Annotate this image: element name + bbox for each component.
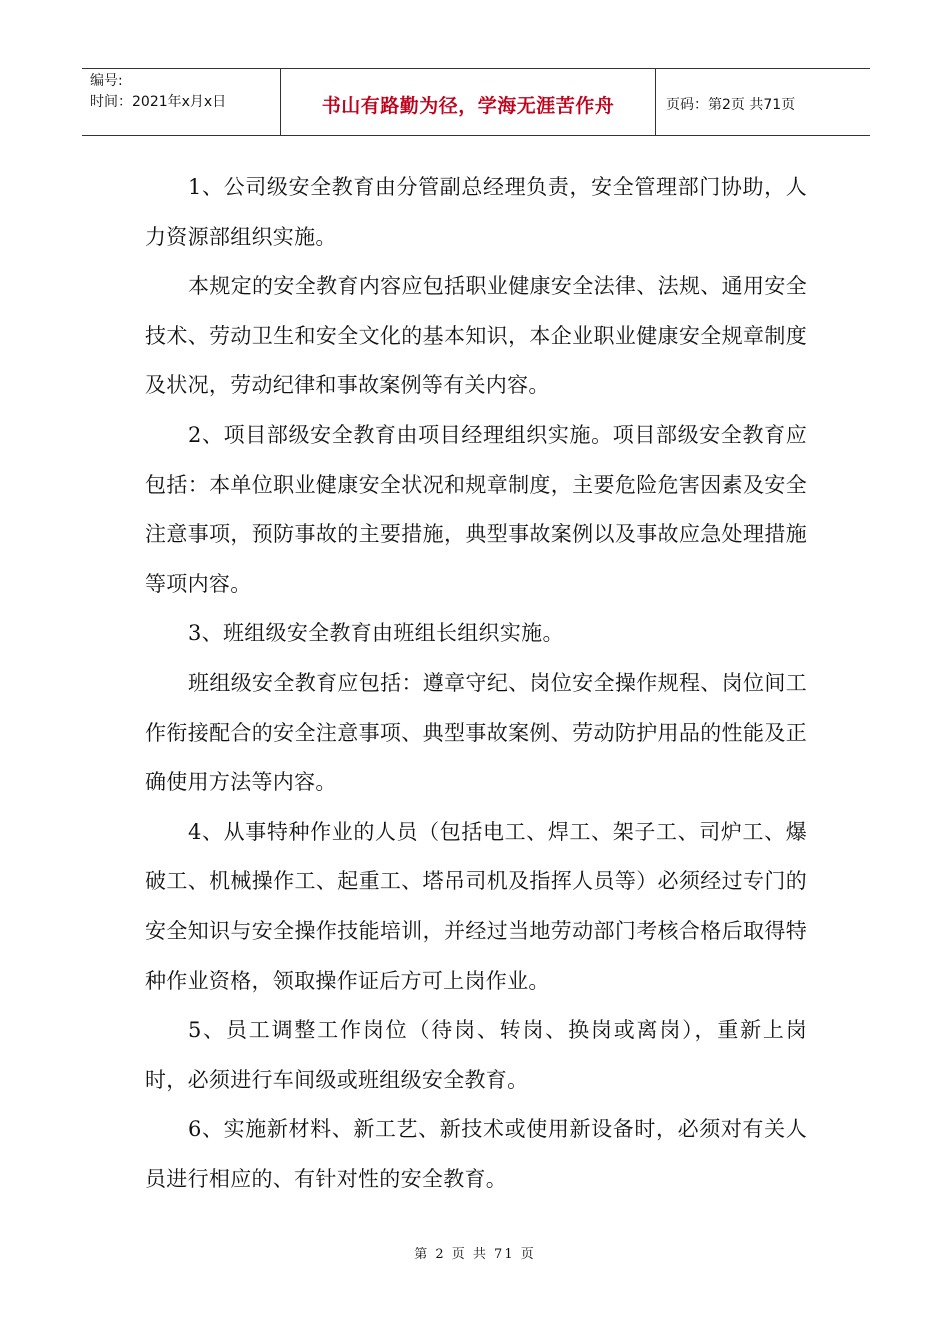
page-header bbox=[82, 68, 870, 136]
document-number-label: 编号: bbox=[90, 73, 123, 89]
document-date: 时间：2021年x月x日 bbox=[90, 94, 227, 110]
paragraph-3: 2、项目部级安全教育由项目经理组织实施。项目部级安全教育应包括：本单位职业健康安全状况和规章制度，主要危险危害因素及安全注意事项，预防事故的主要措施，典型事故案例以及事故应急处理措施等项内容。 bbox=[145, 422, 807, 596]
header-page-cell bbox=[656, 69, 870, 135]
paragraph-4: 3、班组级安全教育由班组长组织实施。 bbox=[188, 621, 564, 646]
paragraph-7: 5、员工调整工作岗位（待岗、转岗、换岗或离岗），重新上岗时，必须进行车间级或班组级安全教育。 bbox=[145, 1018, 807, 1092]
header-motto-cell bbox=[281, 69, 656, 135]
document-body bbox=[145, 163, 807, 1204]
paragraph-6: 4、从事特种作业的人员（包括电工、焊工、架子工、司炉工、爆破工、机械操作工、起重工、塔吊司机及指挥人员等）必须经过专门的安全知识与安全操作技能培训，并经过当地劳动部门考核合格后取得特种作业资格，领取操作证后方可上岗作业。 bbox=[145, 819, 807, 993]
paragraph-1: 1、公司级安全教育由分管副总经理负责，安全管理部门协助，人力资源部组织实施。 bbox=[145, 175, 807, 249]
paragraph-5: 班组级安全教育应包括：遵章守纪、岗位安全操作规程、岗位间工作衔接配合的安全注意事项、典型事故案例、劳动防护用品的性能及正确使用方法等内容。 bbox=[145, 670, 807, 795]
paragraph-8: 6、实施新材料、新工艺、新技术或使用新设备时，必须对有关人员进行相应的、有针对性的安全教育。 bbox=[145, 1117, 807, 1191]
header-motto: 书山有路勤为径，学海无涯苦作舟 bbox=[321, 94, 615, 117]
paragraph-2: 本规定的安全教育内容应包括职业健康安全法律、法规、通用安全技术、劳动卫生和安全文化的基本知识，本企业职业健康安全规章制度及状况，劳动纪律和事故案例等有关内容。 bbox=[145, 274, 807, 398]
page-footer: 第 2 页 共 71 页 bbox=[414, 1247, 536, 1262]
header-meta-cell bbox=[82, 69, 281, 135]
header-page-info: 页码：第2页 共71页 bbox=[666, 97, 796, 113]
